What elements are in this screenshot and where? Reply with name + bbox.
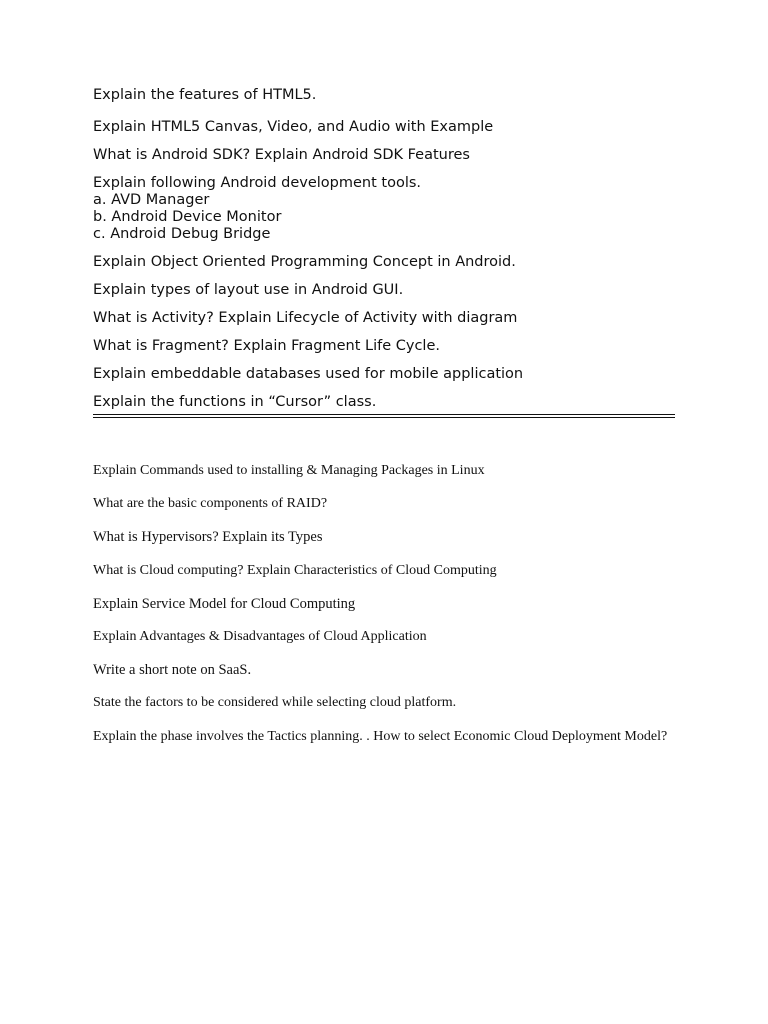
question-cloud-advantages: Explain Advantages & Disadvantages of Cloud Application	[93, 628, 427, 644]
question-cloud-computing: What is Cloud computing? Explain Characteristics of Cloud Computing	[93, 562, 497, 578]
question-cloud-platform-factors: State the factors to be considered while selecting cloud platform.	[93, 695, 457, 711]
question-raid-components: What are the basic components of RAID?	[93, 496, 328, 512]
android-tool-item: b. Android Device Monitor	[93, 209, 282, 225]
question-android-tools	[93, 175, 693, 243]
android-tool-item: a. AVD Manager	[93, 192, 210, 208]
question-fragment-lifecycle: What is Fragment? Explain Fragment Life Cycle.	[93, 338, 440, 354]
question-activity-lifecycle: What is Activity? Explain Lifecycle of Activity with diagram	[93, 310, 518, 326]
question-layout-types: Explain types of layout use in Android GUI.	[93, 282, 404, 298]
question-embeddable-databases: Explain embeddable databases used for mobile application	[93, 366, 524, 382]
section-divider	[93, 414, 675, 418]
question-android-sdk: What is Android SDK? Explain Android SDK Features	[93, 147, 470, 163]
question-html5-features: Explain the features of HTML5.	[93, 87, 317, 103]
question-android-tools-title: Explain following Android development tools.	[93, 175, 422, 191]
question-linux-packages: Explain Commands used to installing & Managing Packages in Linux	[93, 463, 485, 478]
question-saas-note: Write a short note on SaaS.	[93, 662, 252, 679]
cloud-questions-section	[93, 463, 683, 762]
question-hypervisors: What is Hypervisors? Explain its Types	[93, 529, 323, 546]
question-cursor-class: Explain the functions in “Cursor” class.	[93, 394, 377, 410]
question-service-model: Explain Service Model for Cloud Computing	[93, 595, 356, 612]
android-tool-item: c. Android Debug Bridge	[93, 226, 271, 242]
question-tactics-planning: Explain the phase involves the Tactics planning. . How to select Economic Cloud Deployment Model?	[93, 728, 668, 744]
question-oop-android: Explain Object Oriented Programming Concept in Android.	[93, 254, 516, 270]
question-html5-canvas-video-audio: Explain HTML5 Canvas, Video, and Audio with Example	[93, 119, 494, 135]
android-questions-section	[93, 87, 693, 411]
